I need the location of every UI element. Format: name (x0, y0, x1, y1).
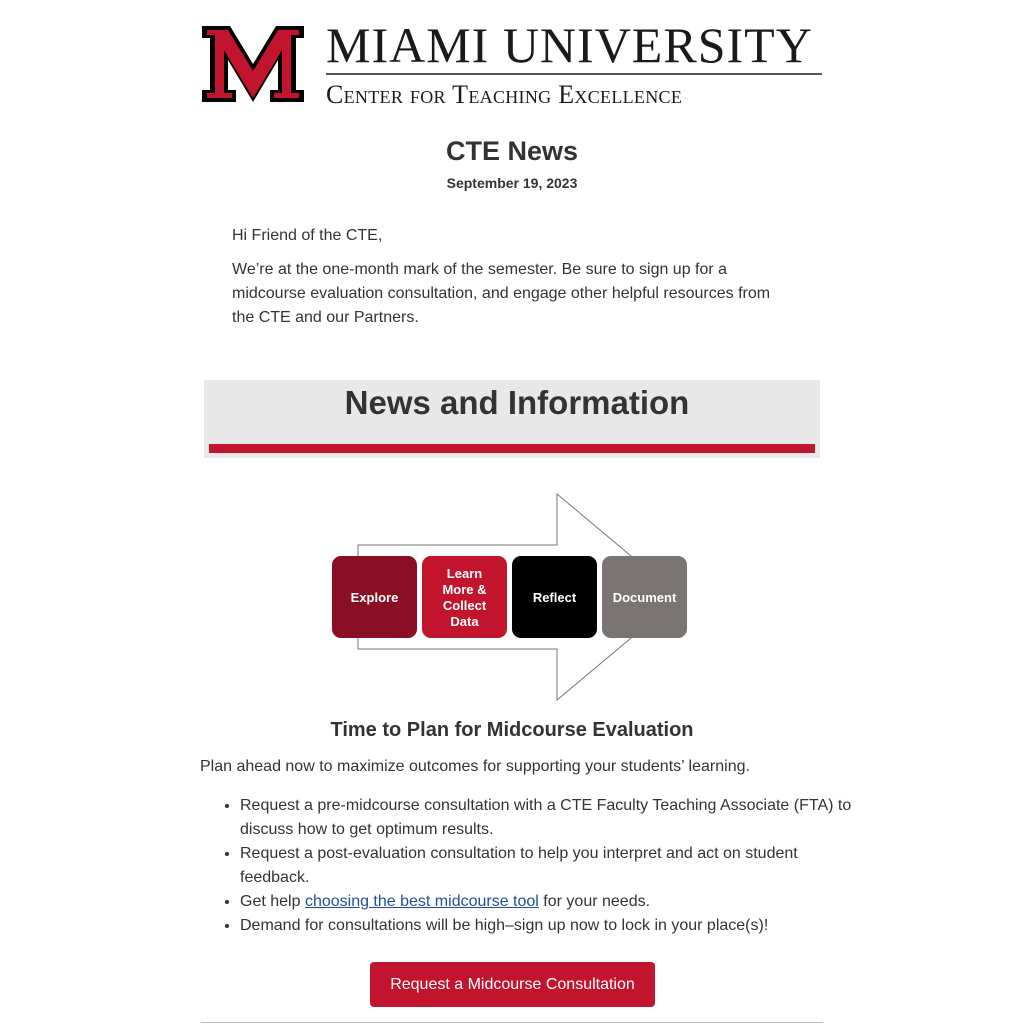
intro-paragraph: We’re at the one-month mark of the semester. Be sure to sign up for a midcourse evaluation consultation, and engage other helpful resources from the CTE and our Partners. (232, 261, 771, 326)
list-item: • Demand for consultations will be high–sign up now to lock in your place(s)! (240, 914, 860, 938)
midcourse-process-diagram (328, 490, 692, 704)
list-item-text: for your needs. (538, 893, 651, 910)
article-bullet-list (200, 794, 860, 938)
list-item: • Request a pre-midcourse consultation with a CTE Faculty Teaching Associate (FTA) to discuss how to get optimum results. (240, 794, 860, 842)
footer-divider (201, 1022, 823, 1023)
process-step-label: Data (450, 614, 479, 629)
greeting-text: Hi Friend of the CTE, (232, 227, 383, 244)
process-step-label: Document (612, 590, 677, 605)
process-step-label: More & (442, 582, 487, 597)
process-step-label: Collect (442, 598, 487, 613)
newsletter-title: CTE News (445, 136, 579, 166)
section-heading: News and Information (344, 384, 690, 421)
list-item (240, 890, 860, 914)
newsletter-date: September 19, 2023 (446, 175, 578, 191)
request-consultation-button[interactable]: Request a Midcourse Consultation (370, 962, 655, 1007)
wordmark-divider (326, 73, 822, 75)
university-wordmark: MIAMI UNIVERSITY (326, 17, 813, 73)
miami-m-logo (200, 24, 306, 104)
process-step-label: Explore (350, 590, 399, 605)
process-step-label: Reflect (532, 590, 577, 605)
process-step-label: Learn (446, 566, 483, 581)
center-wordmark: Center for Teaching Excellence (326, 80, 683, 109)
midcourse-tool-link[interactable]: choosing the best midcourse tool (304, 893, 539, 910)
list-item-text: Get help (240, 893, 305, 910)
article-lead: Plan ahead now to maximize outcomes for supporting your students’ learning. (200, 758, 750, 775)
section-heading-underline (209, 444, 815, 453)
list-item: • Request a post-evaluation consultation to help you interpret and act on student feedback. (240, 842, 860, 890)
article-title: Time to Plan for Midcourse Evaluation (330, 719, 694, 741)
